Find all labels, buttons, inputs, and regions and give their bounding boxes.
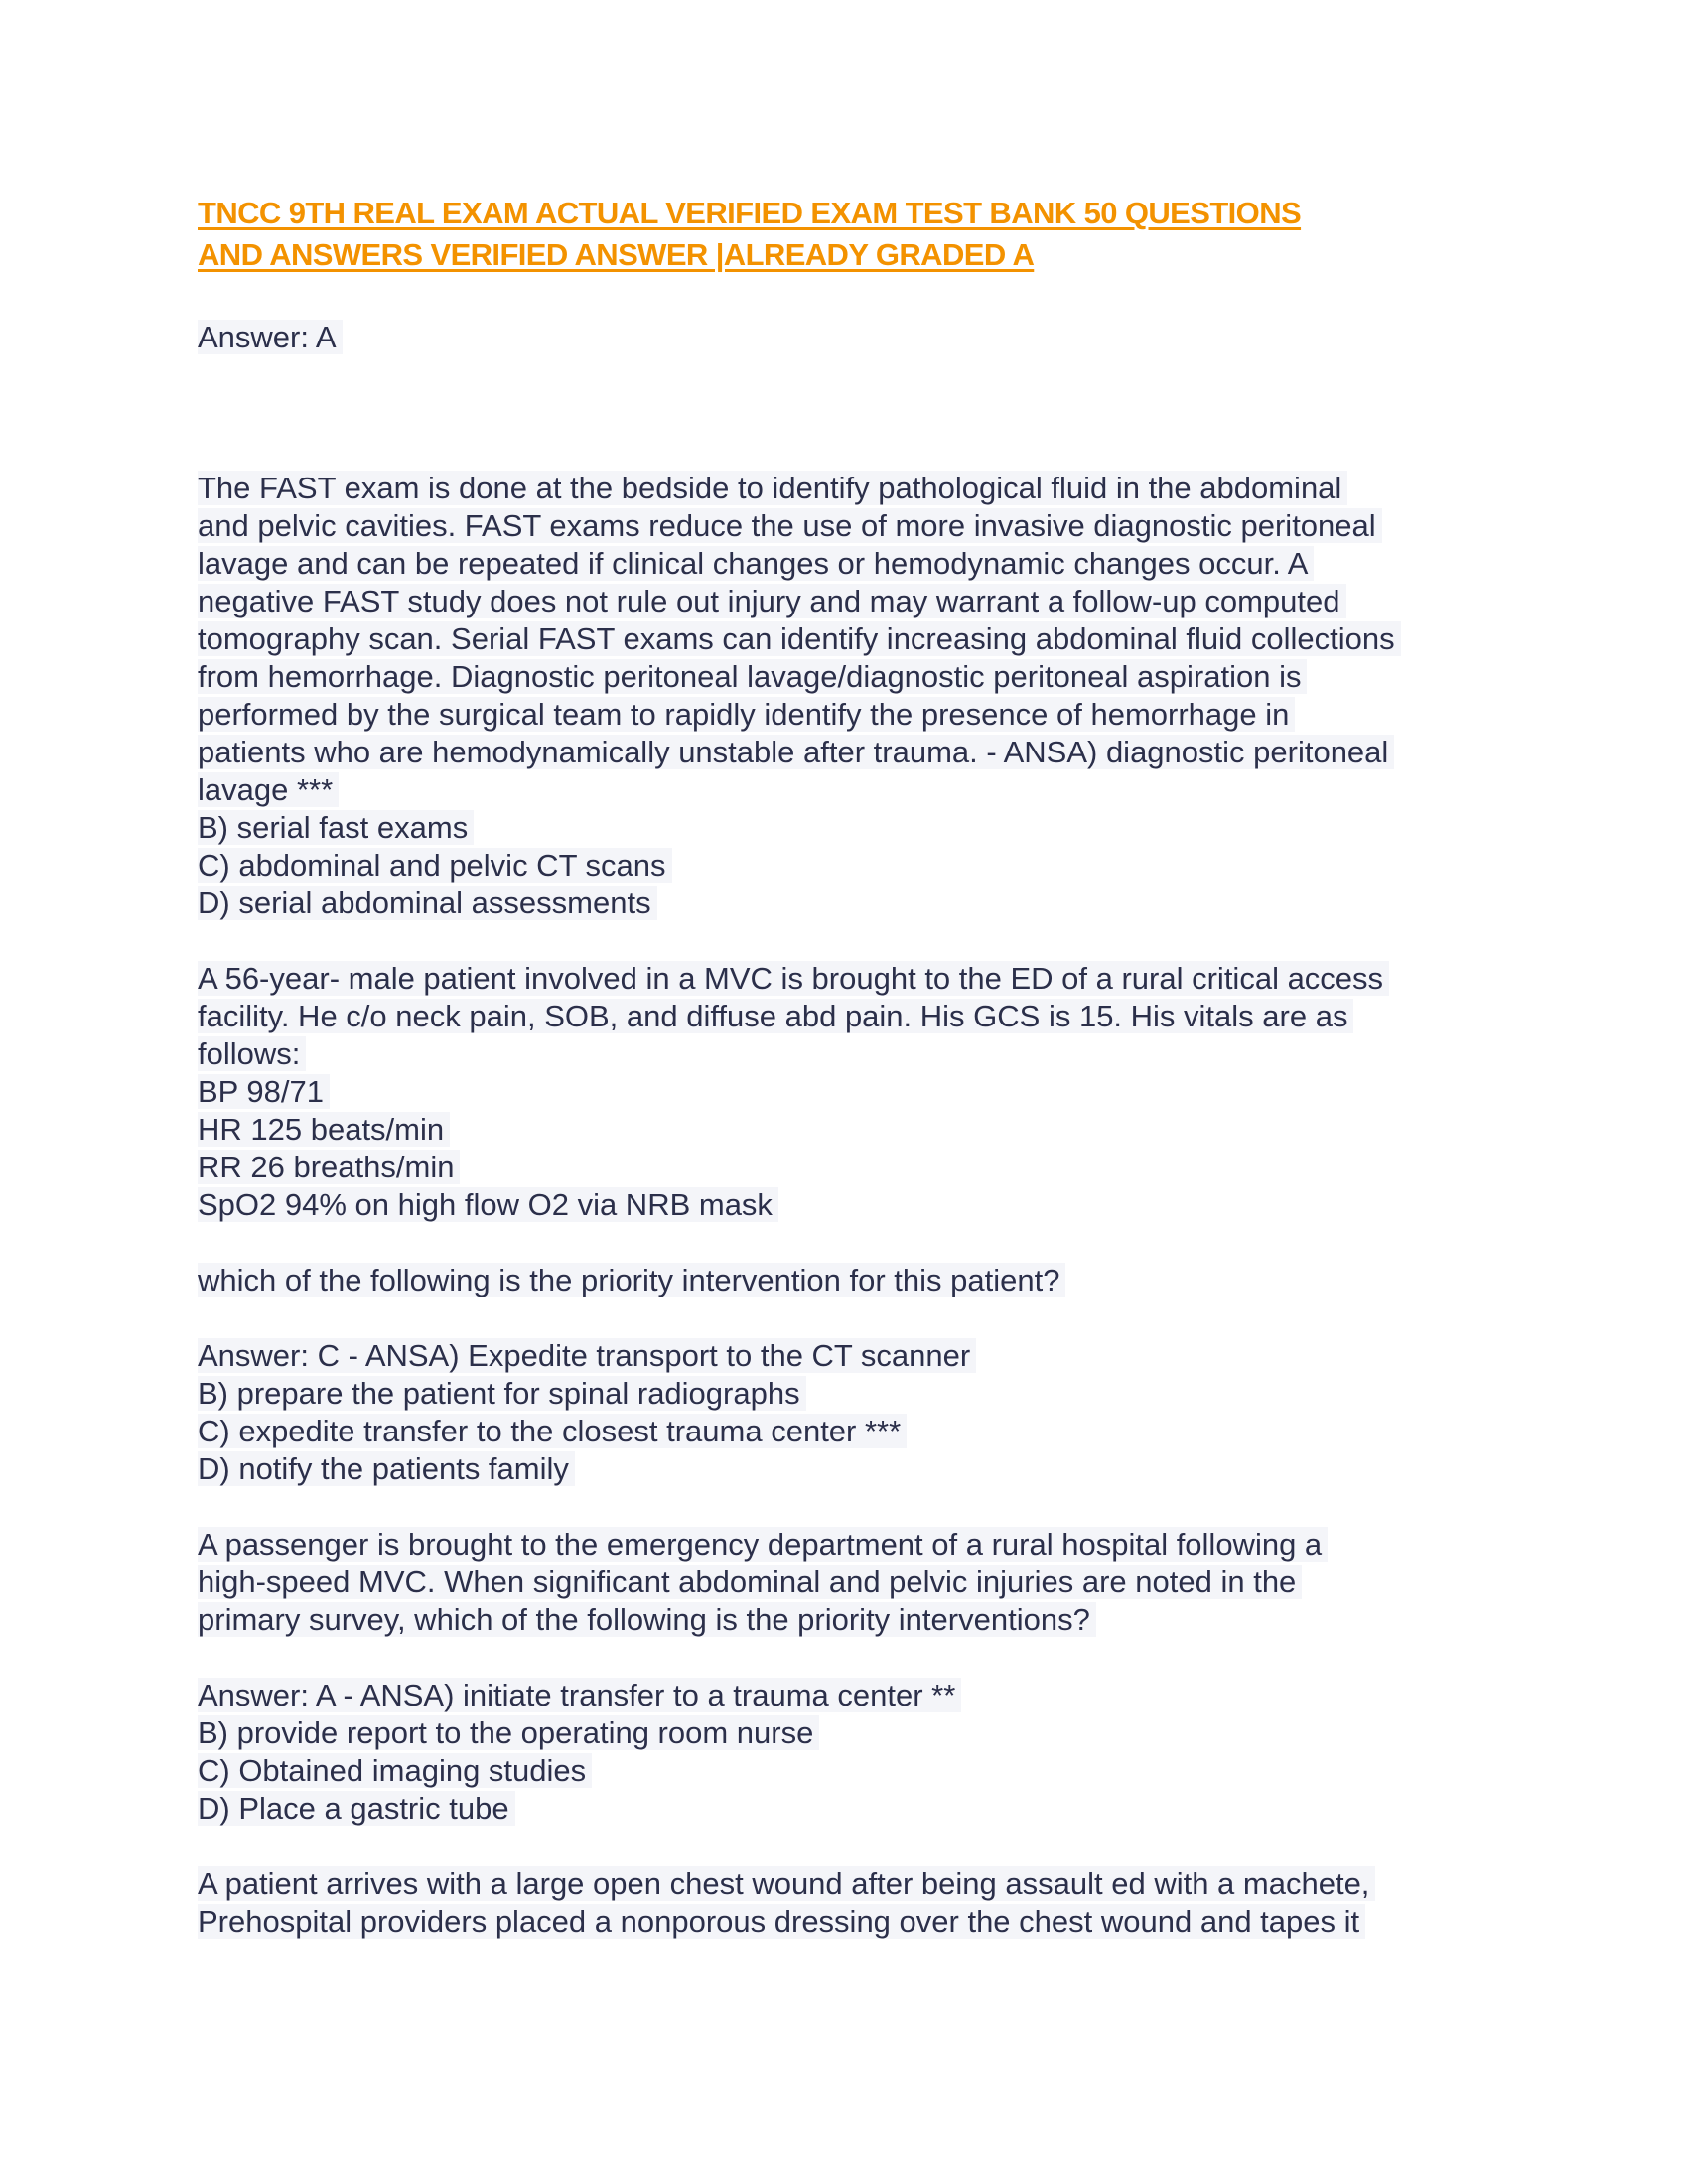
first-answer-text: Answer: A — [198, 320, 343, 354]
text-line — [198, 1714, 1401, 1752]
text-line-content: BP 98/71 — [198, 1074, 330, 1109]
paragraph — [198, 1526, 1401, 1639]
text-line-content: SpO2 94% on high flow O2 via NRB mask — [198, 1187, 778, 1222]
text-line — [198, 1564, 1401, 1601]
text-line — [198, 470, 1401, 507]
text-line — [198, 734, 1401, 771]
paragraph — [198, 1337, 1401, 1488]
text-line-content: high-speed MVC. When significant abdominal and pelvic injuries are noted in the — [198, 1565, 1302, 1599]
document-body — [198, 319, 1401, 1941]
text-line-content: D) serial abdominal assessments — [198, 886, 657, 920]
text-line — [198, 658, 1401, 696]
text-line-content: RR 26 breaths/min — [198, 1150, 460, 1184]
text-line-content: B) serial fast exams — [198, 810, 474, 845]
paragraph — [198, 1865, 1401, 1941]
text-line-content: A 56-year- male patient involved in a MVC is brought to the ED of a rural critical access — [198, 961, 1389, 996]
text-line — [198, 1149, 1401, 1186]
text-line — [198, 507, 1401, 545]
text-line-content: facility. He c/o neck pain, SOB, and diffuse abd pain. His GCS is 15. His vitals are as — [198, 999, 1353, 1033]
text-line — [198, 998, 1401, 1035]
text-line — [198, 583, 1401, 620]
text-line — [198, 809, 1401, 847]
text-line — [198, 696, 1401, 734]
text-line — [198, 1262, 1401, 1299]
text-line-content: Answer: C - ANSA) Expedite transport to the CT scanner — [198, 1338, 976, 1373]
text-line-content: lavage and can be repeated if clinical changes or hemodynamic changes occur. A — [198, 546, 1314, 581]
text-line-content: A passenger is brought to the emergency department of a rural hospital following a — [198, 1527, 1328, 1562]
text-line — [198, 1111, 1401, 1149]
text-line — [198, 1375, 1401, 1413]
text-line-content: follows: — [198, 1036, 306, 1071]
text-line — [198, 1526, 1401, 1564]
text-line-content: D) Place a gastric tube — [198, 1791, 515, 1826]
paragraph — [198, 960, 1401, 1224]
text-line — [198, 1601, 1401, 1639]
text-line-content: which of the following is the priority intervention for this patient? — [198, 1263, 1065, 1297]
text-line-content: D) notify the patients family — [198, 1451, 575, 1486]
text-line — [198, 1790, 1401, 1828]
text-line-content: from hemorrhage. Diagnostic peritoneal lavage/diagnostic peritoneal aspiration is — [198, 659, 1307, 694]
text-line-content: C) abdominal and pelvic CT scans — [198, 848, 672, 883]
text-line — [198, 771, 1401, 809]
text-line-content: B) prepare the patient for spinal radiographs — [198, 1376, 806, 1411]
text-line — [198, 1903, 1401, 1941]
text-line — [198, 960, 1401, 998]
title-line: TNCC 9TH REAL EXAM ACTUAL VERIFIED EXAM TEST BANK 50 QUESTIONS — [198, 196, 1302, 230]
text-line — [198, 847, 1401, 885]
text-line-content: tomography scan. Serial FAST exams can identify increasing abdominal fluid collections — [198, 621, 1401, 656]
text-line-content: Prehospital providers placed a nonporous dressing over the chest wound and tapes it — [198, 1904, 1365, 1939]
text-line — [198, 1413, 1401, 1450]
text-line-content: lavage *** — [198, 772, 339, 807]
text-line — [198, 885, 1401, 922]
text-line — [198, 1450, 1401, 1488]
document-title — [198, 193, 1301, 276]
text-line-content: A patient arrives with a large open chest wound after being assault ed with a machete, — [198, 1866, 1375, 1901]
text-line-content: patients who are hemodynamically unstable after trauma. - ANSA) diagnostic peritoneal — [198, 735, 1394, 769]
text-line — [198, 1337, 1401, 1375]
title-line: AND ANSWERS VERIFIED ANSWER |ALREADY GRADED A — [198, 237, 1035, 272]
text-line-content: negative FAST study does not rule out injury and may warrant a follow-up computed — [198, 584, 1346, 618]
paragraph — [198, 470, 1401, 922]
text-line-content: B) provide report to the operating room nurse — [198, 1715, 819, 1750]
text-line — [198, 1677, 1401, 1714]
text-line — [198, 1073, 1401, 1111]
text-line-content: C) expedite transfer to the closest trauma center *** — [198, 1414, 907, 1448]
text-line-content: The FAST exam is done at the bedside to identify pathological fluid in the abdominal — [198, 471, 1347, 505]
text-line-content: primary survey, which of the following is the priority interventions? — [198, 1602, 1096, 1637]
first-answer — [198, 319, 1401, 356]
paragraph — [198, 1677, 1401, 1828]
text-line — [198, 1752, 1401, 1790]
text-line-content: Answer: A - ANSA) initiate transfer to a trauma center ** — [198, 1678, 961, 1712]
text-line-content: C) Obtained imaging studies — [198, 1753, 592, 1788]
paragraph — [198, 1262, 1401, 1299]
text-line-content: performed by the surgical team to rapidly identify the presence of hemorrhage in — [198, 697, 1295, 732]
text-line — [198, 620, 1401, 658]
text-line — [198, 1035, 1401, 1073]
text-line-content: HR 125 beats/min — [198, 1112, 450, 1147]
text-line — [198, 545, 1401, 583]
text-line — [198, 1865, 1401, 1903]
text-line-content: and pelvic cavities. FAST exams reduce the use of more invasive diagnostic peritoneal — [198, 508, 1382, 543]
text-line — [198, 1186, 1401, 1224]
